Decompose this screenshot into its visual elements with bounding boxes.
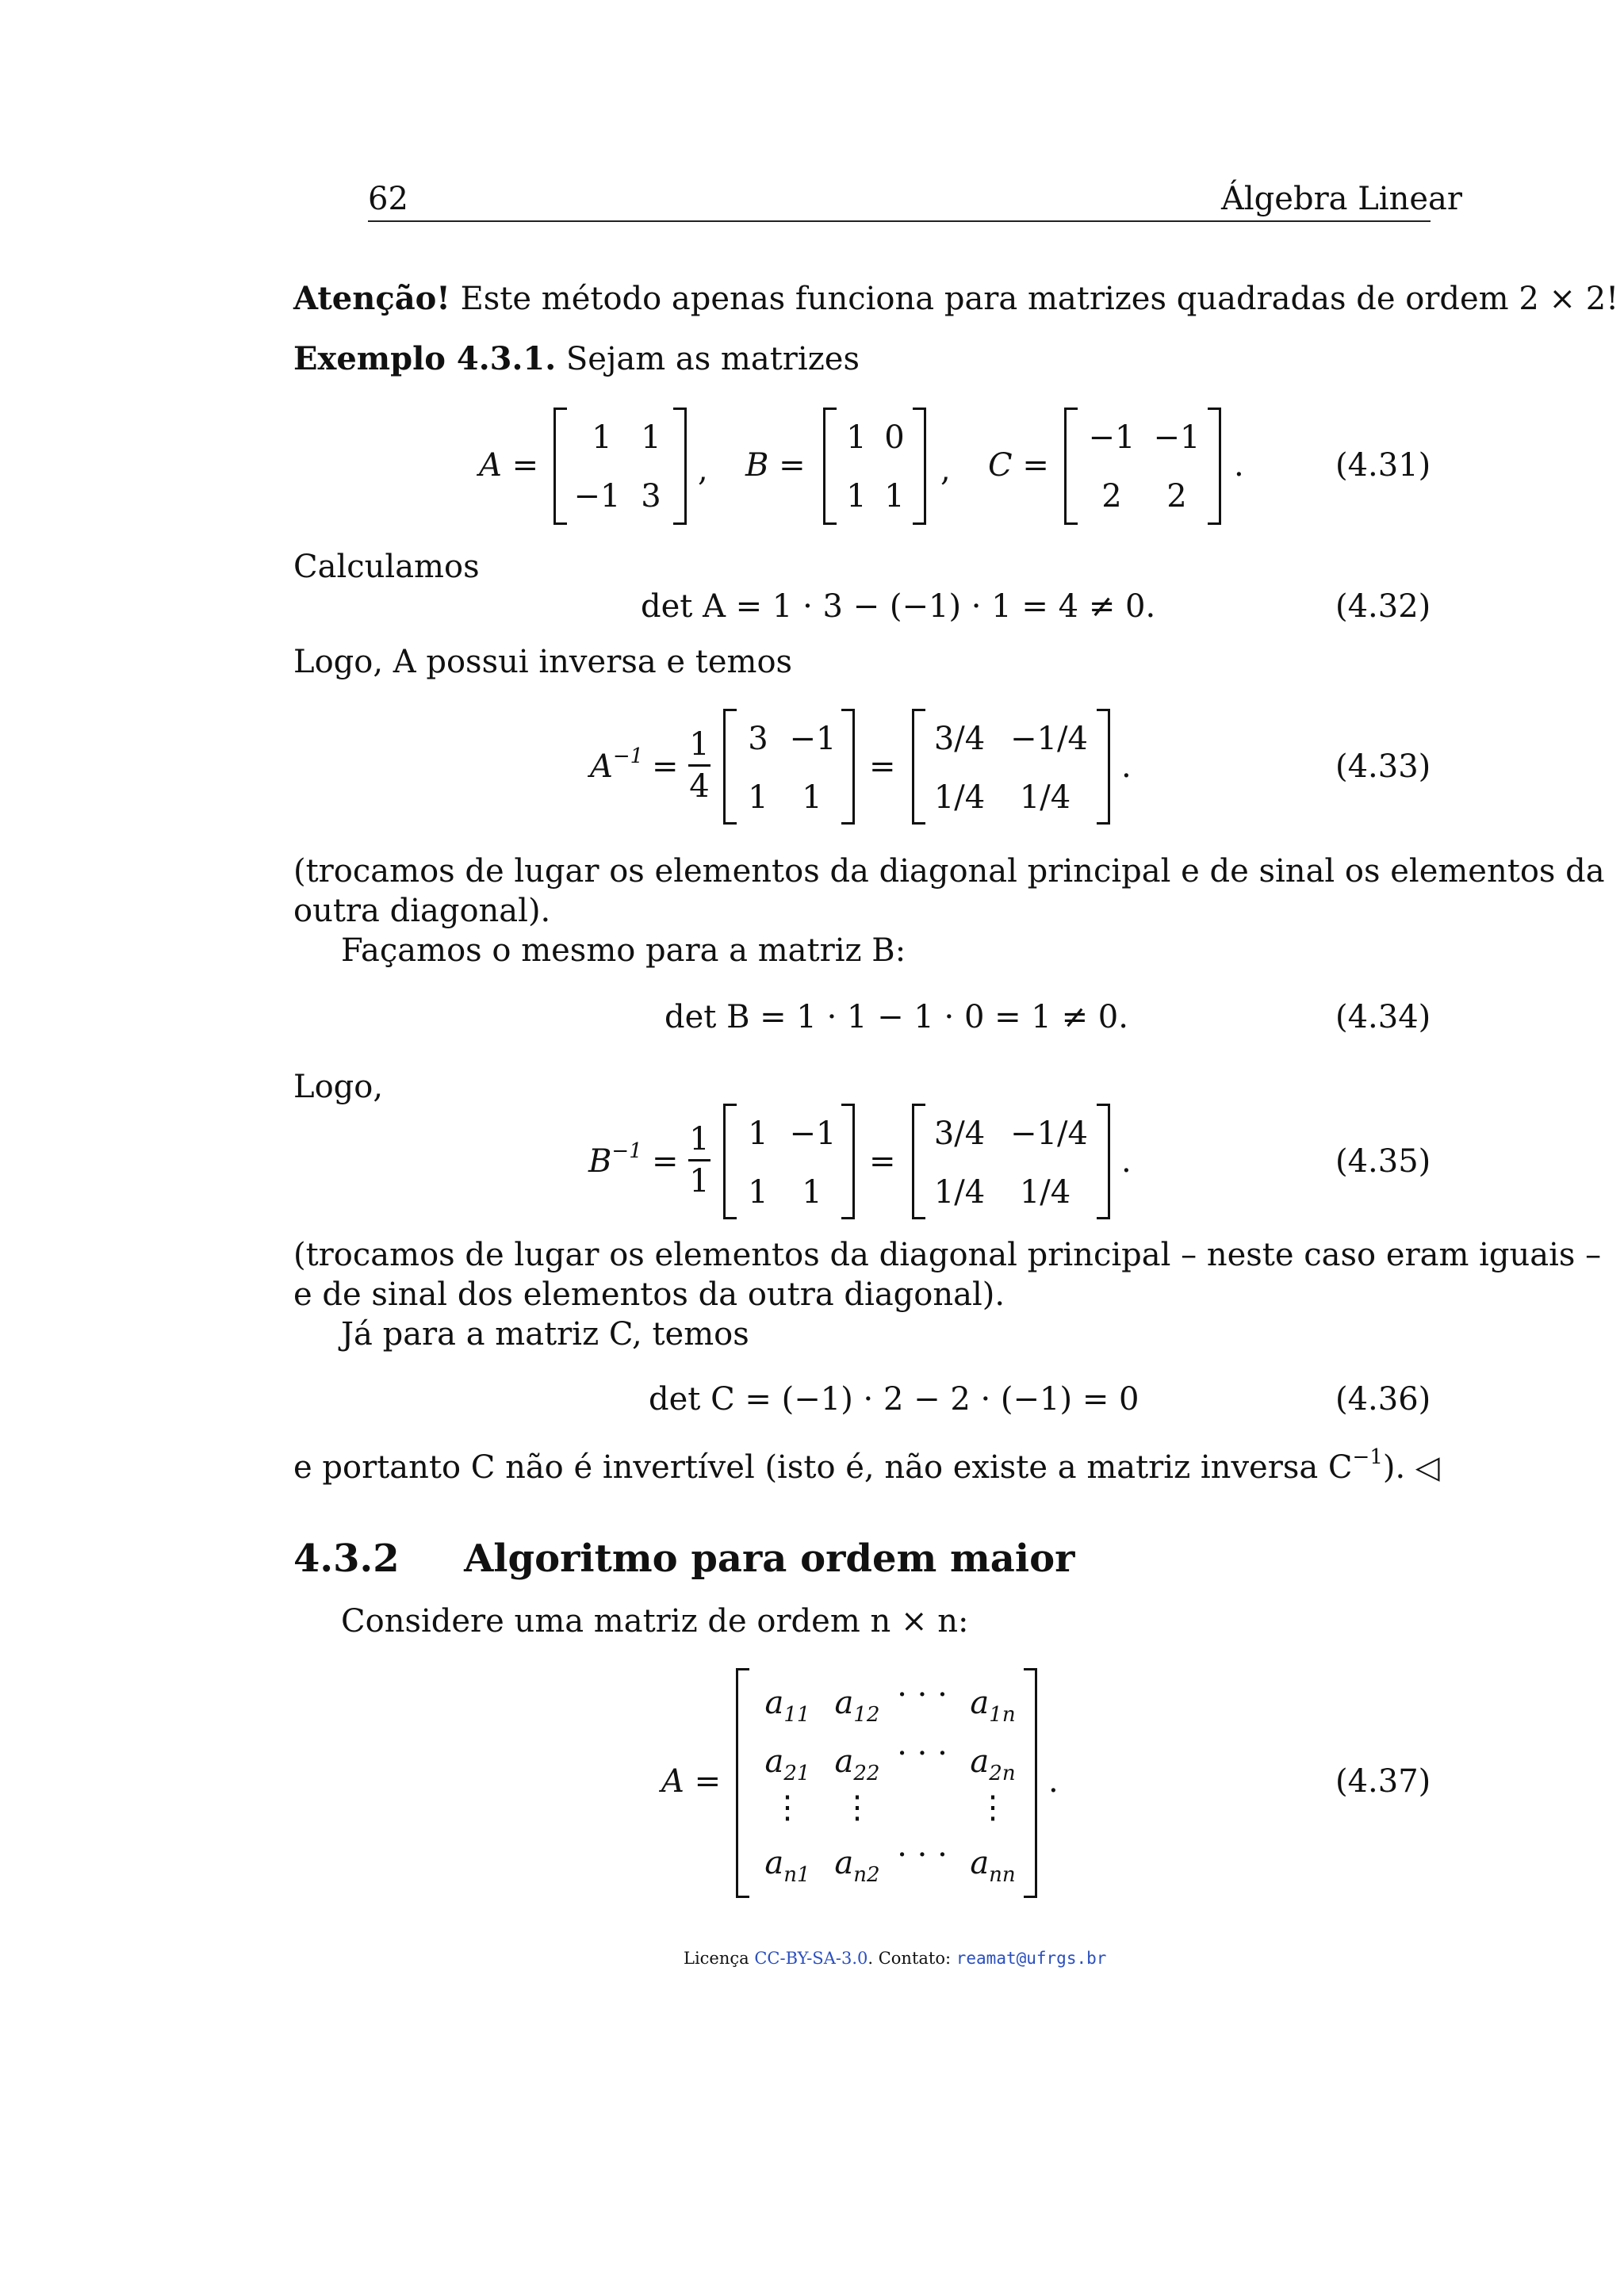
eq432-expression: det A = 1 · 3 − (−1) · 1 = 4 ≠ 0. [641,588,1156,625]
matrix-cell: −1 [1088,419,1136,456]
matrix-a [553,408,687,525]
running-title: Álgebra Linear [1221,181,1463,217]
matrix-cell: 1/4 [1019,779,1071,816]
eq433-lhs [590,744,644,790]
matrix-entry: $a_{nn}$ [970,1845,1016,1887]
matrix-c [1064,408,1221,525]
example-paragraph [293,339,860,379]
paragraph-line: (trocamos de lugar os elementos da diagonal principal e de sinal os elementos da [293,853,1605,890]
matrix-cell: 1/4 [933,779,986,816]
matrix-cell: 1/4 [933,1174,986,1211]
equals-sign: = [869,1143,896,1180]
matrix-inverse-b-1 [723,1104,855,1219]
comma: , [698,452,708,488]
matrix-cell: −1 [789,721,837,757]
equation-number: (4.34) [1335,999,1431,1035]
matrix-cell: −1/4 [1010,1115,1088,1152]
attention-text: Este método apenas funciona para matrizes quadradas de ordem 2 × 2! [460,281,1619,317]
fraction [688,726,710,805]
matrix-hdots: · · · [897,1837,948,1873]
matrix-entry: $a_{n2}$ [834,1845,880,1887]
equation-number: (4.31) [1335,447,1431,484]
section-heading [293,1535,1074,1582]
example-text: Sejam as matrizes [565,341,860,377]
equation-number: (4.32) [1335,588,1431,625]
contact-email-link[interactable]: reamat@ufrgs.br [956,1949,1107,1968]
fraction [688,1121,710,1200]
equals-sign: = [652,1143,679,1180]
matrix-vdots: ⋮ [772,1789,803,1826]
matrix-entry: $a_{21}$ [764,1743,810,1785]
paragraph-line: Façamos o mesmo para a matriz B: [341,932,906,969]
matrix-entry: $a_{12}$ [834,1685,880,1727]
footer-contact-label: . Contato: [868,1949,952,1968]
header-rule [368,220,1431,222]
equals-sign: = [652,748,679,785]
matrix-cell: −1 [1153,419,1201,456]
matrix-cell: 2 [1166,478,1187,515]
fraction-numerator: 1 [689,726,710,763]
eq435-lhs-letter: B [588,1143,612,1180]
matrix-cell: 3/4 [933,1115,986,1152]
matrix-inverse-a-2 [912,709,1110,825]
conclusion-end: ). ◁ [1382,1449,1440,1486]
conclusion-text: e portanto C não é invertível (isto é, não existe a matriz inversa C [293,1449,1353,1486]
matrix-b [823,408,926,525]
matrix-cell: −1/4 [1010,721,1088,757]
comma: , [940,452,951,488]
eq434-expression: det B = 1 · 1 − 1 · 0 = 1 ≠ 0. [665,999,1128,1035]
eq435-lhs [588,1139,642,1185]
period: . [1121,1143,1132,1180]
equals-sign: = [869,748,896,785]
eq431-b-label: B = [745,447,806,484]
paragraph-line: outra diagonal). [293,893,551,929]
matrix-entry: $a_{22}$ [834,1743,880,1785]
paragraph-line: Já para a matriz C, temos [341,1316,749,1353]
eq431-a-label: A = [479,447,539,484]
fraction-denominator: 4 [689,768,710,805]
matrix-cell: −1 [789,1115,837,1152]
matrix-cell: 3 [748,721,768,757]
eq436-expression: det C = (−1) · 2 − 2 · (−1) = 0 [649,1381,1139,1418]
period: . [1048,1763,1059,1800]
matrix-vdots: ⋮ [977,1789,1009,1826]
footer [684,1947,1106,1969]
page-number: 62 [368,181,408,217]
equation-number: (4.35) [1335,1143,1431,1180]
period: . [1121,748,1132,785]
matrix-entry: $a_{11}$ [764,1685,810,1727]
matrix-general [736,1668,1037,1898]
matrix-cell: 1 [846,419,867,456]
matrix-cell: 1 [802,1174,822,1211]
matrix-cell: 1 [748,1115,768,1152]
paragraph-conclusion [293,1445,1440,1491]
eq433-lhs-letter: A [590,748,613,785]
matrix-cell: 1/4 [1019,1174,1071,1211]
paragraph-line: e de sinal dos elementos da outra diagonal). [293,1276,1005,1313]
equation-number: (4.36) [1335,1381,1431,1418]
example-label: Exemplo 4.3.1. [293,340,557,377]
footer-license-label: Licença [684,1949,749,1968]
equation-number: (4.33) [1335,748,1431,785]
eq431-c-label: C = [988,447,1049,484]
text-calculamos: Calculamos [293,549,480,585]
matrix-entry: $a_{1n}$ [970,1685,1016,1727]
matrix-hdots: · · · [897,1677,948,1713]
matrix-hdots: · · · [897,1735,948,1772]
matrix-cell: 3/4 [933,721,986,757]
section-number: 4.3.2 [293,1536,400,1581]
attention-label: Atenção! [293,280,450,317]
text-logo-inversa: Logo, A possui inversa e temos [293,644,793,680]
section-title: Algoritmo para ordem maior [464,1536,1075,1581]
license-link[interactable]: CC-BY-SA-3.0 [754,1949,868,1968]
fraction-numerator: 1 [689,1121,710,1158]
matrix-cell: 1 [748,779,768,816]
paragraph-line: (trocamos de lugar os elementos da diagonal principal – neste caso eram iguais – [293,1237,1602,1273]
matrix-cell: 2 [1101,478,1122,515]
text-logo: Logo, [293,1069,384,1105]
eq437-lhs: A = [661,1763,722,1800]
matrix-cell: 1 [641,419,661,456]
matrix-cell: 0 [884,419,905,456]
matrix-cell: −1 [573,478,621,515]
inverse-exponent: −1 [611,1139,642,1163]
paragraph-line: Considere uma matriz de ordem n × n: [341,1603,969,1640]
attention-paragraph [293,279,1618,319]
matrix-cell: 1 [592,419,612,456]
matrix-cell: 1 [884,478,905,515]
matrix-inverse-b-2 [912,1104,1110,1219]
fraction-denominator: 1 [689,1163,710,1200]
matrix-entry: $a_{n1}$ [764,1845,810,1887]
period: . [1234,447,1244,484]
matrix-entry: $a_{2n}$ [970,1743,1016,1785]
inverse-exponent: −1 [612,744,644,768]
matrix-vdots: ⋮ [841,1789,873,1826]
matrix-cell: 1 [802,779,822,816]
matrix-inverse-a-1 [723,709,855,825]
matrix-cell: 3 [641,478,661,515]
equation-number: (4.37) [1335,1763,1431,1800]
matrix-cell: 1 [846,478,867,515]
matrix-cell: 1 [748,1174,768,1211]
inverse-exponent: −1 [1352,1445,1383,1469]
